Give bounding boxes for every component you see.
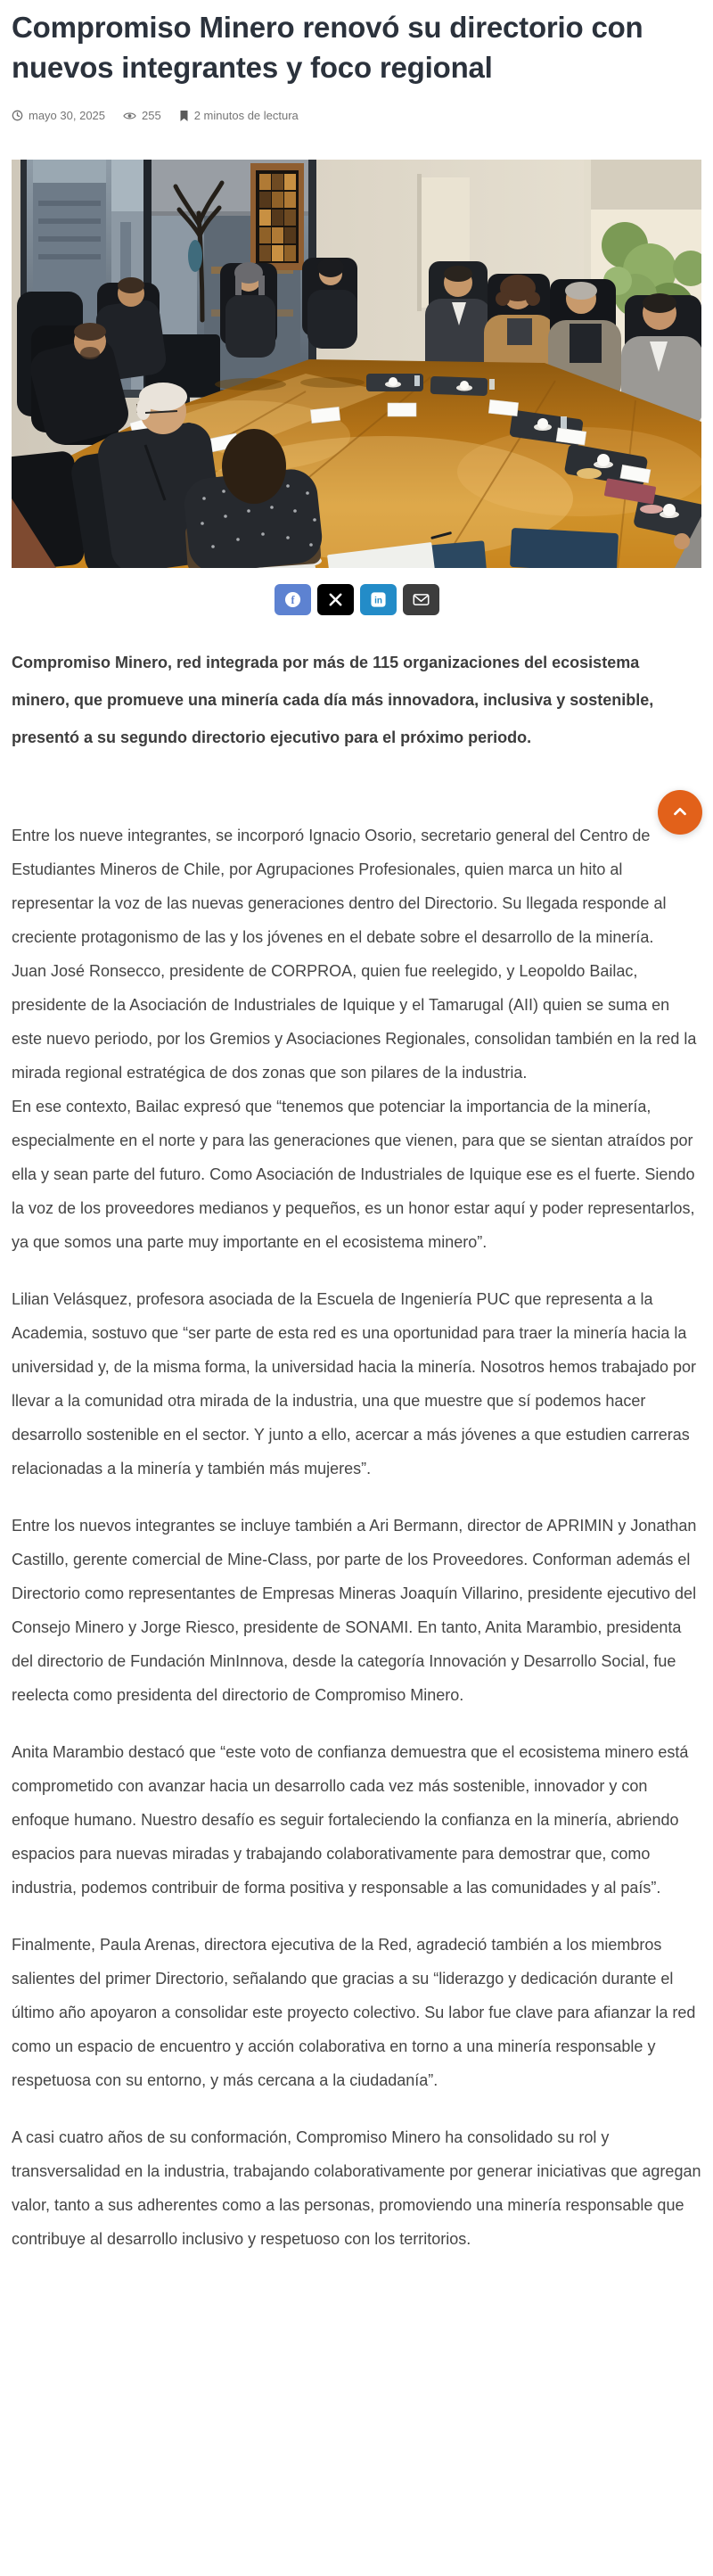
share-buttons: [12, 584, 701, 615]
bookmark-icon: [179, 110, 189, 122]
article-paragraph: Entre los nueve integrantes, se incorporó Ignacio Osorio, secretario general del Centro de Estudiantes Mineros de Chile, por Agrupaciones Profesionales, quien marca un hito al representar la voz de las nuevas generaciones dentro del Directorio. Su llegada responde al creciente protagonismo de las y los jóvenes en el debate sobre el desarrollo de la minería.: [12, 827, 667, 946]
meta-views-label: 255: [142, 109, 161, 122]
back-to-top-button[interactable]: [658, 790, 702, 835]
article-paragraph: Finalmente, Paula Arenas, directora ejecutiva de la Red, agradeció también a los miembros salientes del primer Directorio, señalando que gracias a su “liderazgo y dedicación durante el último año apoyaron a consolidar este proyecto colectivo. Su labor fue clave para afianzar la red como un espacio de encuentro y acción colaborativa en torno a una minería responsable y respetuosa con su entorno, y más cercana a la ciudadanía”.: [12, 1936, 696, 2089]
meta-reading-time: [179, 109, 299, 122]
chevron-up-icon: [670, 802, 690, 822]
svg-text:in: in: [373, 596, 382, 606]
article-paragraph: Lilian Velásquez, profesora asociada de la Escuela de Ingeniería PUC que representa a la Academia, sostuvo que “ser parte de esta red es una oportunidad para traer la minería hacia la universidad y, de la misma forma, la universidad hacia la minería. Nosotros hemos trabajado por llevar a la comunidad otra mirada de la industria, una que muestre que sí podemos hacer desarrollo sostenible en el sector. Y junto a ello, acercar a más jóvenes a que estudien carreras relacionadas a la minería y también más mujeres”.: [12, 1290, 697, 1477]
article-paragraph: En ese contexto, Bailac expresó que “tenemos que potenciar la importancia de la minería, especialmente en el norte y para las generaciones que vienen, para que se sientan atraídos por ella y sean parte del futuro. Como Asociación de Industriales de Iquique ese es el fuerte. Siendo la voz de los proveedores medianos y pequeños, es un honor estar aquí y poder representarlos, ya que somos una parte muy importante en el ecosistema minero”.: [12, 1098, 695, 1251]
email-icon: [413, 591, 430, 608]
article-paragraph: Anita Marambio destacó que “este voto de confianza demuestra que el ecosistema minero está comprometido con avanzar hacia un desarrollo cada vez más sostenible, innovador y con enfoque humano. Nuestro desafío es seguir fortaleciendo la confianza en la minería, abriendo espacios para nuevas miradas y trabajando colaborativamente para demostrar que, como industria, podemos contribuir de forma positiva y responsable a las comunidades y al país”.: [12, 1743, 689, 1897]
article-paragraph: Juan José Ronsecco, presidente de CORPROA, quien fue reelegido, y Leopoldo Bailac, presidente de la Asociación de Industriales de Iquique y el Tamarugal (AII) quien se suma en este nuevo periodo, por los Gremios y Asociaciones Regionales, consolidan también en la red la mirada regional estratégica de dos zonas que son pilares de la industria.: [12, 962, 697, 1082]
linkedin-icon: [370, 591, 387, 608]
article-paragraph: Entre los nuevos integrantes se incluye también a Ari Bermann, director de APRIMIN y Jonathan Castillo, gerente comercial de Mine-Class, por parte de los Proveedores. Conforman además el Directorio como representantes de Empresas Mineras Joaquín Villarino, presidente ejecutivo del Consejo Minero y Jorge Riesco, presidente de SONAMI. En tanto, Anita Marambio, presidenta del directorio de Fundación MinInnova, desde la categoría Innovación y Desarrollo Social, fue reelecta como presidenta del directorio de Compromiso Minero.: [12, 1517, 697, 1704]
share-linkedin-button[interactable]: [360, 584, 397, 615]
share-x-button[interactable]: [317, 584, 354, 615]
clock-icon: [12, 110, 23, 121]
bag-on-rack: [188, 240, 202, 272]
article-image: [12, 160, 701, 568]
facebook-icon: [284, 591, 301, 608]
page-title: Compromiso Minero renovó su directorio con nuevos integrantes y foco regional: [12, 11, 643, 84]
meta-date: [12, 109, 105, 122]
share-email-button[interactable]: [403, 584, 439, 615]
x-icon: [327, 591, 344, 608]
eye-icon: [123, 111, 136, 121]
meta-date-label: mayo 30, 2025: [29, 109, 106, 122]
article-paragraph: A casi cuatro años de su conformación, Compromiso Minero ha consolidado su rol y transversalidad en la industria, trabajando colaborativamente por generar iniciativas que agregan valor, tanto a sus adherentes como a las personas, promoviendo una minería responsable que contribuye al desarrollo inclusivo y respetuoso con los territorios.: [12, 2128, 701, 2248]
boardroom-photo: [12, 160, 701, 568]
wall-art: [250, 163, 304, 270]
svg-text:f: f: [290, 594, 295, 607]
meta-views: [123, 109, 161, 122]
share-facebook-button[interactable]: [275, 584, 311, 615]
meta-reading-time-label: 2 minutos de lectura: [193, 109, 299, 122]
article-meta: [12, 109, 701, 122]
article-intro: Compromiso Minero, red integrada por más de 115 organizaciones del ecosistema minero, que promueve una minería cada día más innovadora, inclusiva y sostenible, presentó a su segundo directorio ejecutivo para el próximo periodo.: [12, 654, 654, 746]
